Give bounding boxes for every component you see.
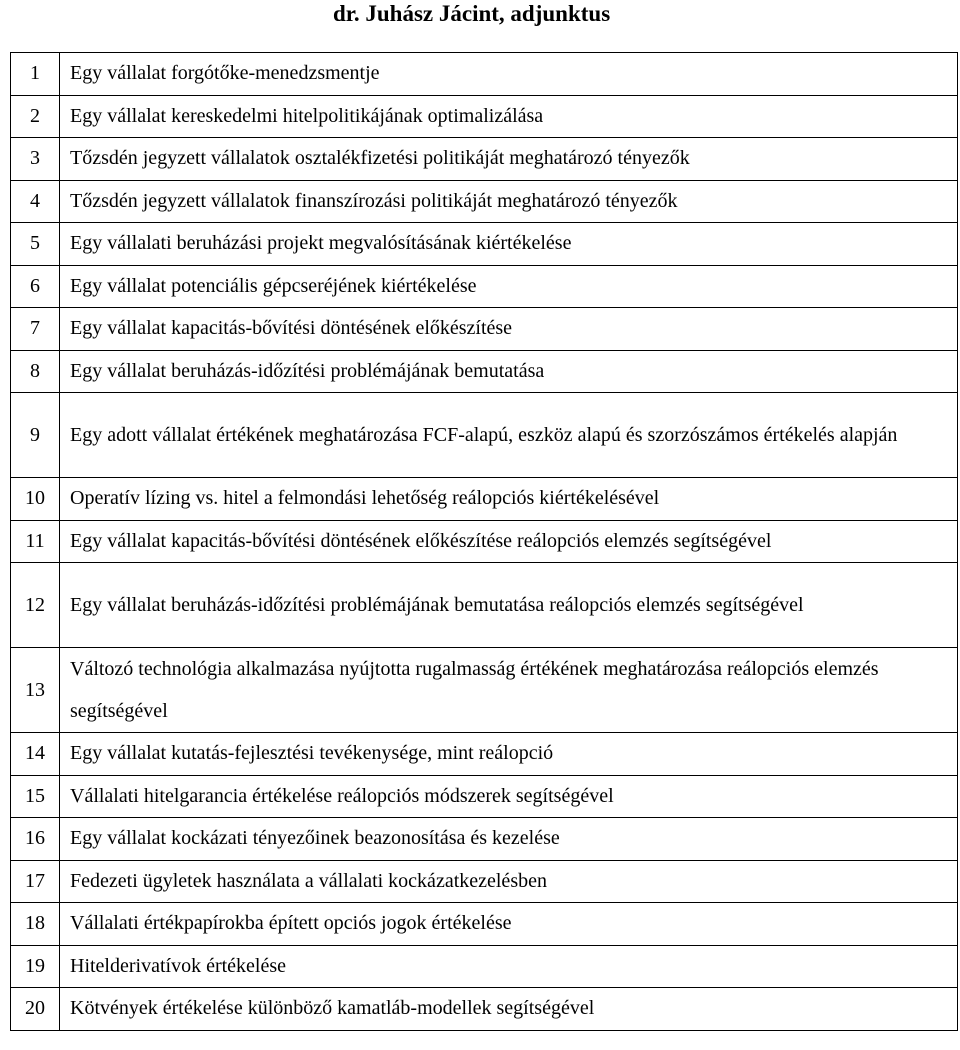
topic-number: 20 (11, 988, 60, 1031)
topic-number: 17 (11, 860, 60, 903)
topic-number: 1 (11, 53, 60, 96)
topic-number: 4 (11, 180, 60, 223)
table-row (11, 988, 958, 1031)
topic-title: Egy vállalat kapacitás-bővítési döntésének előkészítése reálopciós elemzés segítségével (60, 520, 958, 563)
topic-title: Egy vállalat kutatás-fejlesztési tevékenysége, mint reálopció (60, 733, 958, 776)
topic-title: Operatív lízing vs. hitel a felmondási lehetőség reálopciós kiértékelésével (60, 478, 958, 521)
table-row (11, 860, 958, 903)
table-row (11, 393, 958, 478)
topic-number: 16 (11, 818, 60, 861)
table-row (11, 265, 958, 308)
topic-title: Egy vállalat beruházás-időzítési problémájának bemutatása (60, 350, 958, 393)
topic-title: Egy vállalat potenciális gépcseréjének kiértékelése (60, 265, 958, 308)
topic-number: 8 (11, 350, 60, 393)
table-row (11, 223, 958, 266)
topic-number: 19 (11, 945, 60, 988)
topic-title: Egy vállalati beruházási projekt megvalósításának kiértékelése (60, 223, 958, 266)
table-row (11, 478, 958, 521)
topic-number: 2 (11, 95, 60, 138)
table-row (11, 648, 958, 733)
table-row (11, 903, 958, 946)
table-row (11, 308, 958, 351)
table-row (11, 53, 958, 96)
topic-number: 5 (11, 223, 60, 266)
topic-number: 12 (11, 563, 60, 648)
topic-number: 6 (11, 265, 60, 308)
topic-title: Tőzsdén jegyzett vállalatok finanszírozási politikáját meghatározó tényezők (60, 180, 958, 223)
topic-number: 11 (11, 520, 60, 563)
topic-number: 18 (11, 903, 60, 946)
topic-title: Egy vállalat beruházás-időzítési problémájának bemutatása reálopciós elemzés segítségével (60, 563, 958, 648)
table-row (11, 818, 958, 861)
page-title: dr. Juhász Jácint, adjunktus (333, 1, 611, 26)
topic-title: Kötvények értékelése különböző kamatláb-modellek segítségével (60, 988, 958, 1031)
table-row (11, 775, 958, 818)
topic-number: 15 (11, 775, 60, 818)
topic-title: Vállalati értékpapírokba épített opciós jogok értékelése (60, 903, 958, 946)
topic-number: 13 (11, 648, 60, 733)
table-row (11, 563, 958, 648)
table-row (11, 945, 958, 988)
topic-number: 3 (11, 138, 60, 181)
topic-title: Egy vállalat kapacitás-bővítési döntésének előkészítése (60, 308, 958, 351)
table-row (11, 520, 958, 563)
topic-number: 14 (11, 733, 60, 776)
topic-number: 9 (11, 393, 60, 478)
table-row (11, 180, 958, 223)
topic-title: Egy adott vállalat értékének meghatározása FCF-alapú, eszköz alapú és szorzószámos értékelés alapján (60, 393, 958, 478)
topic-title: Egy vállalat kockázati tényezőinek beazonosítása és kezelése (60, 818, 958, 861)
topic-title: Egy vállalat kereskedelmi hitelpolitikájának optimalizálása (60, 95, 958, 138)
topic-title: Egy vállalat forgótőke-menedzsmentje (60, 53, 958, 96)
topic-title: Vállalati hitelgarancia értékelése reálopciós módszerek segítségével (60, 775, 958, 818)
topics-table (10, 52, 958, 1031)
topic-title: Tőzsdén jegyzett vállalatok osztalékfizetési politikáját meghatározó tényezők (60, 138, 958, 181)
topic-number: 10 (11, 478, 60, 521)
topics-table-body (11, 53, 958, 1031)
topic-title: Fedezeti ügyletek használata a vállalati kockázatkezelésben (60, 860, 958, 903)
table-row (11, 138, 958, 181)
topic-number: 7 (11, 308, 60, 351)
table-row (11, 350, 958, 393)
topic-title: Változó technológia alkalmazása nyújtotta rugalmasság értékének meghatározása reálopciós elemzés segítségével (60, 648, 958, 733)
table-row (11, 733, 958, 776)
table-row (11, 95, 958, 138)
topic-title: Hitelderivatívok értékelése (60, 945, 958, 988)
